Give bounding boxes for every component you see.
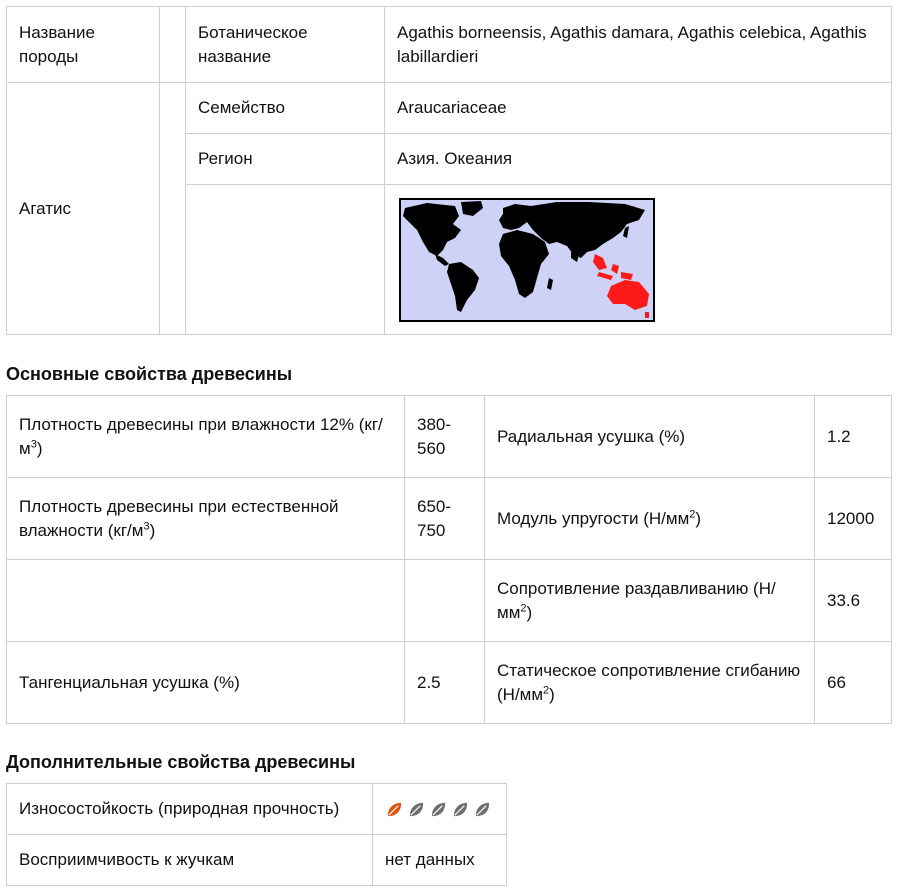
region-label: Регион bbox=[186, 134, 385, 185]
region-value: Азия. Океания bbox=[385, 134, 892, 185]
radial-shrinkage-label: Радиальная усушка (%) bbox=[485, 396, 815, 478]
table-row bbox=[7, 784, 507, 835]
table-row bbox=[7, 835, 507, 886]
leaf-icon bbox=[429, 800, 448, 819]
breed-label: Название породы bbox=[7, 7, 160, 83]
world-map-icon bbox=[399, 198, 655, 322]
bending-resistance-label: Статическое сопротивление сгибанию $(Н/мм^2)$ bbox=[485, 642, 815, 724]
basic-properties-heading: Основные свойства древесины bbox=[6, 364, 293, 384]
botanical-label: Ботаническое название bbox=[186, 7, 385, 83]
radial-shrinkage-value: 1.2 bbox=[815, 396, 892, 478]
elasticity-label: Модуль упругости $(Н/мм^2)$ bbox=[485, 478, 815, 560]
family-label: Семейство bbox=[186, 83, 385, 134]
density12-label: Плотность древесины при влажности 12% $(кг/м^3)$ bbox=[7, 396, 405, 478]
tangential-shrinkage-label: Тангенциальная усушка (%) bbox=[7, 642, 405, 724]
leaf-icon bbox=[385, 800, 404, 819]
basic-properties-table bbox=[6, 395, 892, 724]
table-row bbox=[7, 560, 892, 642]
empty-cell bbox=[7, 560, 405, 642]
durability-rating bbox=[373, 784, 507, 835]
table-row bbox=[7, 642, 892, 724]
crush-resistance-value: 33.6 bbox=[815, 560, 892, 642]
crush-resistance-label: Сопротивление раздавливанию $(Н/мм^2)$ bbox=[485, 560, 815, 642]
beetle-value: нет данных bbox=[373, 835, 507, 886]
breed-name: Агатис bbox=[7, 83, 160, 335]
botanical-value: Agathis borneensis, Agathis damara, Agathis celebica, Agathis labillardieri bbox=[385, 7, 892, 83]
overview-table bbox=[6, 6, 892, 335]
table-row bbox=[7, 478, 892, 560]
extra-properties-table bbox=[6, 783, 507, 886]
leaf-icon bbox=[451, 800, 470, 819]
density-natural-label: Плотность древесины при естественной влажности $(кг/м^3)$ bbox=[7, 478, 405, 560]
bending-resistance-value: 66 bbox=[815, 642, 892, 724]
table-row bbox=[7, 396, 892, 478]
spacer-cell bbox=[160, 7, 186, 83]
spacer-cell bbox=[160, 83, 186, 335]
leaf-icon bbox=[473, 800, 492, 819]
extra-properties-heading: Дополнительные свойства древесины bbox=[6, 752, 356, 772]
leaf-rating bbox=[385, 800, 494, 819]
beetle-label: Восприимчивость к жучкам bbox=[7, 835, 373, 886]
durability-label: Износостойкость (природная прочность) bbox=[7, 784, 373, 835]
density-natural-value: 650-750 bbox=[405, 478, 485, 560]
map-cell bbox=[385, 185, 892, 335]
tangential-shrinkage-value: 2.5 bbox=[405, 642, 485, 724]
empty-cell bbox=[405, 560, 485, 642]
table-row bbox=[7, 7, 892, 83]
family-value: Araucariaceae bbox=[385, 83, 892, 134]
leaf-icon bbox=[407, 800, 426, 819]
elasticity-value: 12000 bbox=[815, 478, 892, 560]
density12-value: 380-560 bbox=[405, 396, 485, 478]
empty-cell bbox=[186, 185, 385, 335]
table-row bbox=[7, 83, 892, 134]
